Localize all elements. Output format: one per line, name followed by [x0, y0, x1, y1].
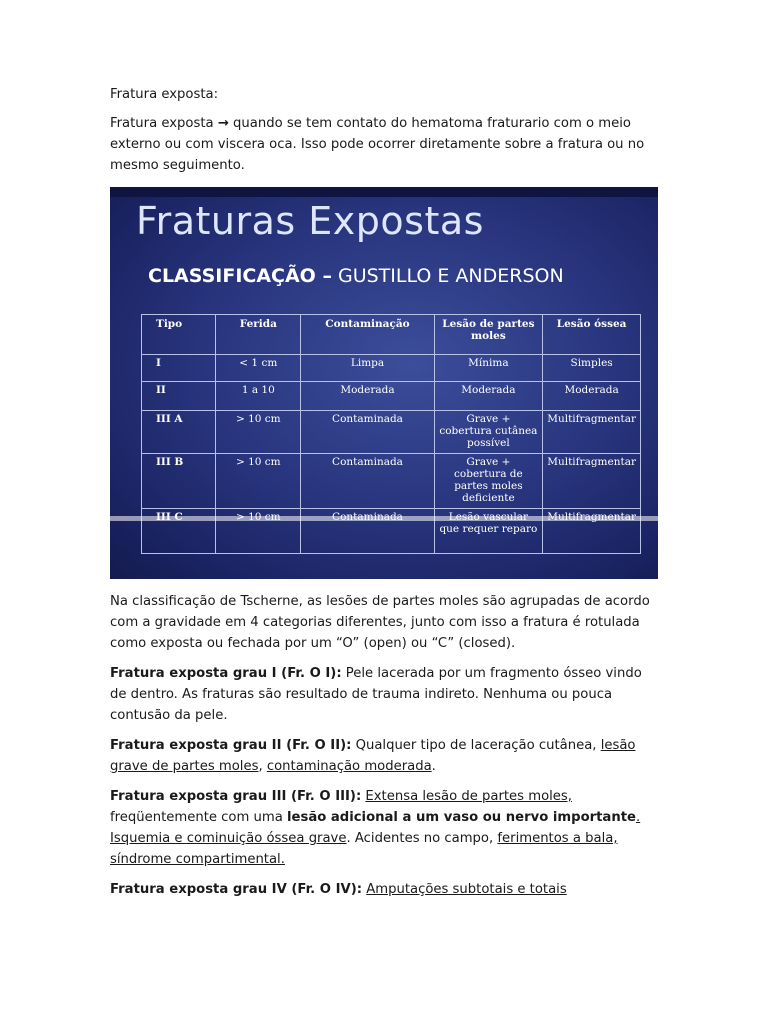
- table-row: [142, 411, 641, 454]
- grade-3-bold: lesão adicional a um vaso ou nervo importante: [287, 810, 636, 825]
- table-cell: I: [142, 355, 216, 382]
- grade-2-underline: contaminação moderada: [266, 759, 432, 774]
- table-cell: Contaminada: [301, 411, 434, 454]
- grade-3-text: . Acidentes no campo,: [346, 831, 498, 846]
- table-cell: Moderada: [434, 382, 543, 411]
- table-header: Lesão óssea: [543, 315, 641, 355]
- grade-1-text: Pele lacerada por um fragmento ósseo vindo de dentro. As fraturas são resultado de trauma indireto. Nenhuma ou pouca contusão da pele.: [110, 666, 642, 723]
- table-cell: > 10 cm: [216, 411, 301, 454]
- table-cell: Simples: [543, 355, 641, 382]
- table-cell: Grave + cobertura cutânea possível: [434, 411, 543, 454]
- table-cell: Moderada: [543, 382, 641, 411]
- section-heading: Fratura exposta:: [110, 87, 219, 102]
- grade-3-paragraph: [110, 786, 660, 870]
- table-cell: Contaminada: [301, 454, 434, 509]
- grade-4-underline: Amputações subtotais e totais: [366, 882, 567, 897]
- slide-subtitle-bold: CLASSIFICAÇÃO –: [148, 265, 332, 287]
- table-cell: > 10 cm: [216, 454, 301, 509]
- grade-2-label: Fratura exposta grau II (Fr. O II):: [110, 738, 352, 753]
- grade-4-label: Fratura exposta grau IV (Fr. O IV):: [110, 882, 363, 897]
- slide-subtitle: [148, 265, 564, 287]
- table-header-row: [142, 315, 641, 355]
- intro-text: quando se tem contato do hematoma fraturario com o meio externo ou com viscera oca. Isso pode ocorrer diretamente sobre a fratura ou no mesmo seguimento.: [110, 116, 645, 173]
- table-row: [142, 355, 641, 382]
- grade-2-text: Qualquer tipo de laceração cutânea,: [351, 738, 601, 753]
- grade-2-paragraph: [110, 735, 660, 777]
- document-page: [110, 84, 660, 909]
- slide-subtitle-rest: GUSTILLO E ANDERSON: [331, 265, 564, 287]
- table-header: Lesão de partes moles: [434, 315, 543, 355]
- grade-3-underline: . Isquemia e cominuição óssea grave: [110, 810, 641, 846]
- table-header: Contaminação: [301, 315, 434, 355]
- table-cell: 1 a 10: [216, 382, 301, 411]
- grade-2-end: .: [431, 759, 436, 774]
- slide-highlight-stripe: [110, 516, 658, 521]
- intro-paragraph: [110, 113, 660, 176]
- grade-3-text: freqüentemente com uma: [110, 810, 288, 825]
- grade-1-paragraph: [110, 663, 660, 726]
- tscherne-paragraph: Na classificação de Tscherne, as lesões de partes moles são agrupadas de acordo com a gravidade em 4 categorias diferentes, junto com isso a fratura é rotulada como exposta ou fechada por um “O” (open) ou “C” (closed).: [110, 594, 650, 651]
- table-cell: Mínima: [434, 355, 543, 382]
- table-cell: II: [142, 382, 216, 411]
- grade-4-paragraph: [110, 879, 660, 900]
- intro-lead: Fratura exposta: [110, 116, 218, 131]
- grade-2-underline: lesão grave de partes moles: [110, 738, 636, 774]
- slide-title: Fraturas Expostas: [136, 199, 484, 243]
- table-cell: Limpa: [301, 355, 434, 382]
- grade-1-label: Fratura exposta grau I (Fr. O I):: [110, 666, 342, 681]
- arrow-right-icon: →: [217, 116, 229, 131]
- table-cell: Moderada: [301, 382, 434, 411]
- grade-3-underline: ferimentos a bala, síndrome compartimental.: [110, 831, 618, 867]
- grade-3-label: Fratura exposta grau III (Fr. O III):: [110, 789, 362, 804]
- table-row: [142, 382, 641, 411]
- table-row: [142, 454, 641, 509]
- classification-slide-image: [110, 187, 658, 579]
- table-header: Tipo: [142, 315, 216, 355]
- table-cell: Multifragmentar: [543, 454, 641, 509]
- table-cell: Grave + cobertura de partes moles deficiente: [434, 454, 543, 509]
- grade-3-underline: Extensa lesão de partes moles,: [365, 789, 572, 804]
- table-cell: Multifragmentar: [543, 411, 641, 454]
- table-cell: III B: [142, 454, 216, 509]
- table-cell: < 1 cm: [216, 355, 301, 382]
- table-cell: que requer reparo: [434, 509, 543, 554]
- grade-2-separator: ,: [258, 759, 267, 774]
- table-cell: III A: [142, 411, 216, 454]
- slide-top-bar: [110, 187, 658, 197]
- table-header: Ferida: [216, 315, 301, 355]
